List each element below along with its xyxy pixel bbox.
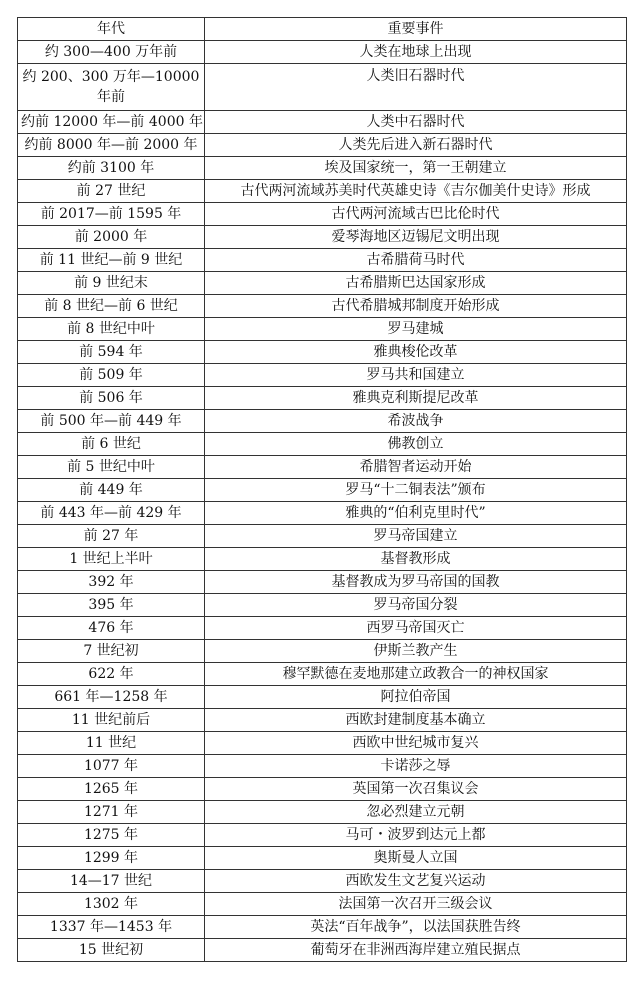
event-cell: 英法“百年战争”，以法国获胜告终 — [205, 916, 627, 939]
table-row — [18, 134, 627, 157]
timeline-table — [17, 17, 627, 962]
table-row — [18, 594, 627, 617]
era-cell: 1 世纪上半叶 — [18, 548, 205, 571]
event-cell: 人类先后进入新石器时代 — [205, 134, 627, 157]
event-cell: 人类在地球上出现 — [205, 41, 627, 64]
table-row — [18, 272, 627, 295]
era-cell: 前 506 年 — [18, 387, 205, 410]
table-row — [18, 617, 627, 640]
table-row — [18, 893, 627, 916]
table-row — [18, 433, 627, 456]
event-cell: 人类旧石器时代 — [205, 64, 627, 111]
event-cell: 穆罕默德在麦地那建立政教合一的神权国家 — [205, 663, 627, 686]
event-cell: 奥斯曼人立国 — [205, 847, 627, 870]
table-row — [18, 801, 627, 824]
era-cell: 约 200、300 万年—10000 年前 — [18, 64, 205, 111]
era-cell: 14—17 世纪 — [18, 870, 205, 893]
event-cell: 马可・波罗到达元上都 — [205, 824, 627, 847]
event-cell: 阿拉伯帝国 — [205, 686, 627, 709]
event-cell: 法国第一次召开三级会议 — [205, 893, 627, 916]
header-event: 重要事件 — [205, 18, 627, 41]
table-row — [18, 870, 627, 893]
era-cell: 476 年 — [18, 617, 205, 640]
event-cell: 古希腊斯巴达国家形成 — [205, 272, 627, 295]
event-cell: 卡诺莎之辱 — [205, 755, 627, 778]
era-cell: 前 2000 年 — [18, 226, 205, 249]
table-row — [18, 203, 627, 226]
era-cell: 前 509 年 — [18, 364, 205, 387]
era-cell: 前 27 世纪 — [18, 180, 205, 203]
era-cell: 前 9 世纪末 — [18, 272, 205, 295]
event-cell: 罗马帝国分裂 — [205, 594, 627, 617]
event-cell: 西欧封建制度基本确立 — [205, 709, 627, 732]
table-row — [18, 318, 627, 341]
event-cell: 爱琴海地区迈锡尼文明出现 — [205, 226, 627, 249]
table-row — [18, 571, 627, 594]
era-cell: 前 11 世纪—前 9 世纪 — [18, 249, 205, 272]
event-cell: 佛教创立 — [205, 433, 627, 456]
era-cell: 约前 8000 年—前 2000 年 — [18, 134, 205, 157]
era-cell: 622 年 — [18, 663, 205, 686]
table-row — [18, 548, 627, 571]
event-cell: 罗马建城 — [205, 318, 627, 341]
era-cell: 前 449 年 — [18, 479, 205, 502]
table-row — [18, 686, 627, 709]
table-row — [18, 709, 627, 732]
event-cell: 希腊智者运动开始 — [205, 456, 627, 479]
era-cell: 1299 年 — [18, 847, 205, 870]
table-row — [18, 479, 627, 502]
event-cell: 英国第一次召集议会 — [205, 778, 627, 801]
era-cell: 前 443 年—前 429 年 — [18, 502, 205, 525]
era-cell: 约前 12000 年—前 4000 年 — [18, 111, 205, 134]
table-row — [18, 640, 627, 663]
table-row — [18, 847, 627, 870]
event-cell: 罗马“十二铜表法”颁布 — [205, 479, 627, 502]
event-cell: 古代两河流域古巴比伦时代 — [205, 203, 627, 226]
era-cell: 前 27 年 — [18, 525, 205, 548]
table-row — [18, 824, 627, 847]
table-row — [18, 341, 627, 364]
event-cell: 雅典克利斯提尼改革 — [205, 387, 627, 410]
event-cell: 雅典的“伯利克里时代” — [205, 502, 627, 525]
era-cell: 1077 年 — [18, 755, 205, 778]
table-body — [18, 41, 627, 962]
table-row — [18, 410, 627, 433]
era-cell: 11 世纪前后 — [18, 709, 205, 732]
era-cell: 前 594 年 — [18, 341, 205, 364]
era-cell: 前 8 世纪中叶 — [18, 318, 205, 341]
table-row — [18, 755, 627, 778]
era-cell: 前 500 年—前 449 年 — [18, 410, 205, 433]
table-row — [18, 916, 627, 939]
event-cell: 忽必烈建立元朝 — [205, 801, 627, 824]
era-cell: 1337 年—1453 年 — [18, 916, 205, 939]
era-cell: 395 年 — [18, 594, 205, 617]
event-cell: 罗马共和国建立 — [205, 364, 627, 387]
era-cell: 前 8 世纪—前 6 世纪 — [18, 295, 205, 318]
event-cell: 雅典梭伦改革 — [205, 341, 627, 364]
era-cell: 11 世纪 — [18, 732, 205, 755]
era-cell: 1265 年 — [18, 778, 205, 801]
event-cell: 基督教形成 — [205, 548, 627, 571]
event-cell: 罗马帝国建立 — [205, 525, 627, 548]
table-row — [18, 778, 627, 801]
era-cell: 15 世纪初 — [18, 939, 205, 962]
history-timeline-document — [17, 17, 626, 962]
era-cell: 前 5 世纪中叶 — [18, 456, 205, 479]
table-row — [18, 157, 627, 180]
table-header-row — [18, 18, 627, 41]
table-row — [18, 364, 627, 387]
era-cell: 7 世纪初 — [18, 640, 205, 663]
table-row — [18, 939, 627, 962]
table-row — [18, 502, 627, 525]
event-cell: 古希腊荷马时代 — [205, 249, 627, 272]
era-cell: 661 年—1258 年 — [18, 686, 205, 709]
era-cell: 1302 年 — [18, 893, 205, 916]
event-cell: 伊斯兰教产生 — [205, 640, 627, 663]
era-cell: 1275 年 — [18, 824, 205, 847]
table-row — [18, 41, 627, 64]
event-cell: 人类中石器时代 — [205, 111, 627, 134]
event-cell: 西罗马帝国灭亡 — [205, 617, 627, 640]
table-row — [18, 732, 627, 755]
table-row — [18, 64, 627, 111]
era-cell: 前 2017—前 1595 年 — [18, 203, 205, 226]
event-cell: 葡萄牙在非洲西海岸建立殖民据点 — [205, 939, 627, 962]
table-row — [18, 663, 627, 686]
event-cell: 基督教成为罗马帝国的国教 — [205, 571, 627, 594]
table-row — [18, 295, 627, 318]
header-era: 年代 — [18, 18, 205, 41]
table-row — [18, 525, 627, 548]
event-cell: 古代希腊城邦制度开始形成 — [205, 295, 627, 318]
era-cell: 约 300—400 万年前 — [18, 41, 205, 64]
table-row — [18, 249, 627, 272]
table-row — [18, 226, 627, 249]
event-cell: 埃及国家统一，第一王朝建立 — [205, 157, 627, 180]
era-cell: 392 年 — [18, 571, 205, 594]
table-row — [18, 180, 627, 203]
event-cell: 希波战争 — [205, 410, 627, 433]
era-cell: 约前 3100 年 — [18, 157, 205, 180]
era-cell: 前 6 世纪 — [18, 433, 205, 456]
event-cell: 西欧中世纪城市复兴 — [205, 732, 627, 755]
table-row — [18, 387, 627, 410]
event-cell: 古代两河流域苏美时代英雄史诗《吉尔伽美什史诗》形成 — [205, 180, 627, 203]
table-row — [18, 456, 627, 479]
event-cell: 西欧发生文艺复兴运动 — [205, 870, 627, 893]
table-row — [18, 111, 627, 134]
era-cell: 1271 年 — [18, 801, 205, 824]
